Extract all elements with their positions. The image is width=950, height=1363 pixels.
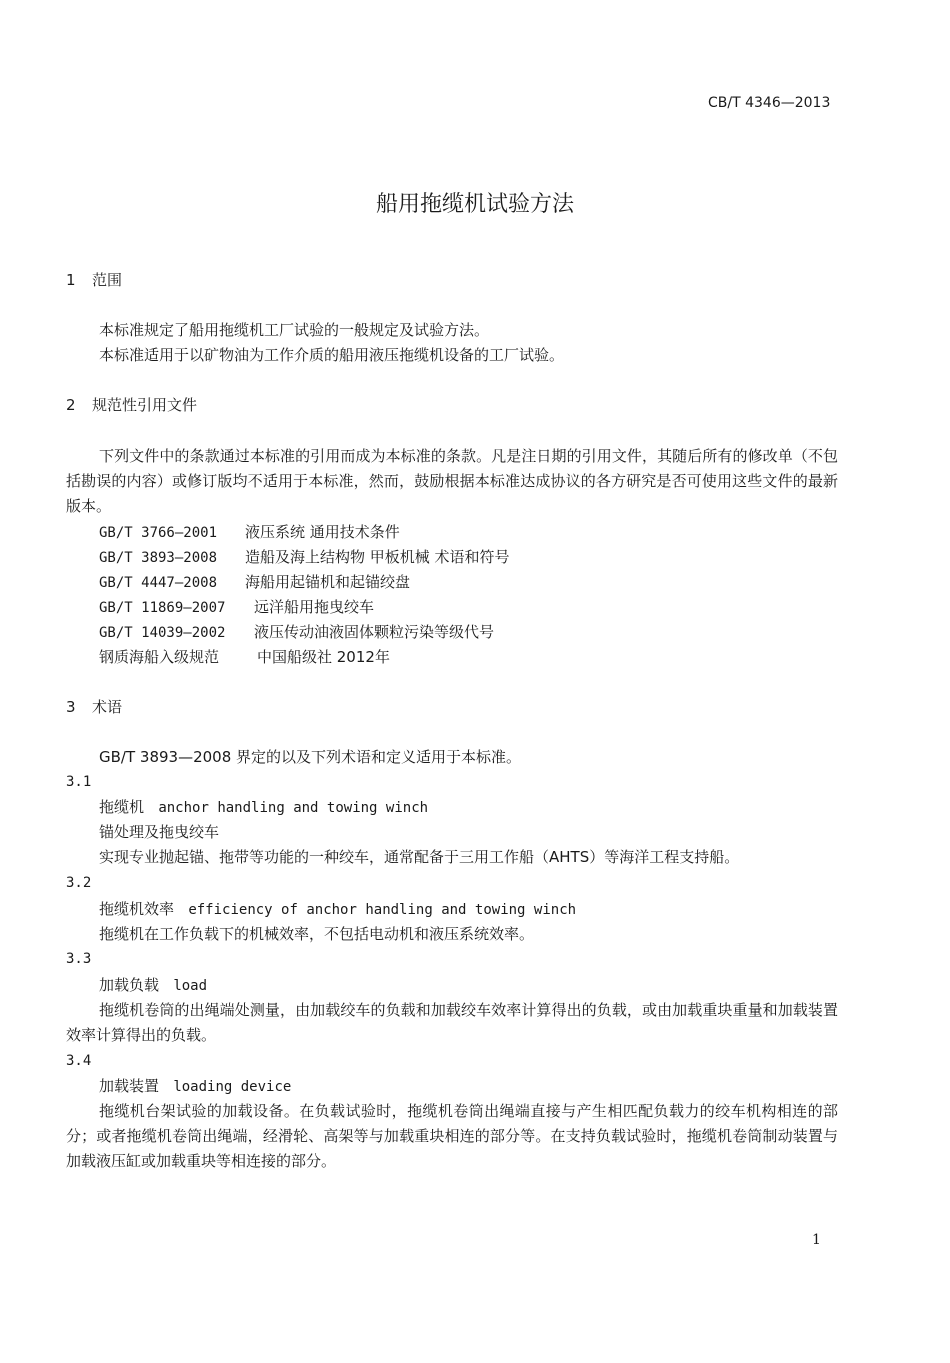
- section-3-number: 3: [66, 698, 76, 716]
- term-number: 3.1: [66, 774, 92, 790]
- term-heading: [99, 899, 576, 920]
- term-definition: 拖缆机卷筒的出绳端处测量，由加载绞车的负载和加载绞车效率计算得出的负载，或由加载重块重量和加载装置效率计算得出的负载。: [66, 1001, 838, 1044]
- section-2-number: 2: [66, 396, 76, 414]
- reference-title: 中国船级社 2012年: [257, 648, 390, 666]
- reference-item: [99, 647, 390, 667]
- term-definition: 拖缆机台架试验的加载设备。在负载试验时，拖缆机卷筒出绳端直接与产生相匹配负载力的绞车机构相连的部分；或者拖缆机卷筒出绳端，经滑轮、高架等与加载重块相连的部分等。在支持负载试验时，拖缆机卷筒制动装置与加载液压缸或加载重块等相连接的部分。: [66, 1102, 838, 1170]
- term-en: anchor handling and towing winch: [158, 800, 429, 816]
- term-cn: 拖缆机: [99, 798, 145, 816]
- term-number: 3.4: [66, 1053, 92, 1069]
- term-alt: 锚处理及拖曳绞车: [99, 823, 220, 841]
- page-title: 船用拖缆机试验方法: [375, 192, 574, 217]
- reference-item: [99, 547, 510, 568]
- term-cn: 加载装置: [99, 1077, 160, 1095]
- reference-item: [99, 597, 374, 618]
- section-1-title: 范围: [92, 271, 123, 289]
- reference-title: 远洋船用拖曳绞车: [254, 598, 375, 616]
- paragraph: GB/T 3893—2008 界定的以及下列术语和定义适用于本标准。: [99, 748, 522, 766]
- reference-item: [99, 572, 410, 593]
- term-definition: 实现专业抛起锚、拖带等功能的一种绞车，通常配备于三用工作船（AHTS）等海洋工程支持船。: [99, 848, 740, 866]
- term-definition: 拖缆机在工作负载下的机械效率，不包括电动机和液压系统效率。: [99, 925, 535, 943]
- reference-code: GB/T 3893—2008: [99, 550, 218, 566]
- term-cn: 拖缆机效率: [99, 900, 175, 918]
- paragraph: 本标准规定了船用拖缆机工厂试验的一般规定及试验方法。: [99, 321, 490, 339]
- reference-code: 钢质海船入级规范: [99, 648, 220, 666]
- reference-title: 液压传动油液固体颗粒污染等级代号: [254, 623, 495, 641]
- reference-item: [99, 622, 494, 643]
- section-1-number: 1: [66, 271, 76, 289]
- section-3-title: 术语: [92, 698, 123, 716]
- reference-code: GB/T 11869—2007: [99, 600, 226, 616]
- reference-code: GB/T 14039—2002: [99, 625, 226, 641]
- term-number: 3.3: [66, 951, 92, 967]
- reference-title: 造船及海上结构物 甲板机械 术语和符号: [245, 548, 510, 566]
- page-number: 1: [812, 1232, 821, 1248]
- reference-code: GB/T 4447—2008: [99, 575, 218, 591]
- reference-item: [99, 522, 400, 543]
- term-en: load: [173, 978, 208, 994]
- term-cn: 加载负载: [99, 976, 160, 994]
- term-number: 3.2: [66, 875, 92, 891]
- paragraph: 下列文件中的条款通过本标准的引用而成为本标准的条款。凡是注日期的引用文件，其随后所有的修改单（不包括勘误的内容）或修订版均不适用于本标准，然而，鼓励根据本标准达成协议的各方研究是否可使用这些文件的最新版本。: [66, 447, 838, 515]
- term-heading: [99, 1076, 291, 1097]
- term-heading: [99, 797, 428, 818]
- paragraph: 本标准适用于以矿物油为工作介质的船用液压拖缆机设备的工厂试验。: [99, 346, 565, 364]
- standard-number: CB/T 4346—2013: [708, 95, 831, 111]
- term-en: efficiency of anchor handling and towing winch: [188, 902, 577, 918]
- reference-title: 海船用起锚机和起锚绞盘: [245, 573, 411, 591]
- term-heading: [99, 975, 207, 996]
- term-en: loading device: [173, 1079, 292, 1095]
- section-2-title: 规范性引用文件: [92, 396, 198, 414]
- reference-title: 液压系统 通用技术条件: [245, 523, 400, 541]
- reference-code: GB/T 3766—2001: [99, 525, 218, 541]
